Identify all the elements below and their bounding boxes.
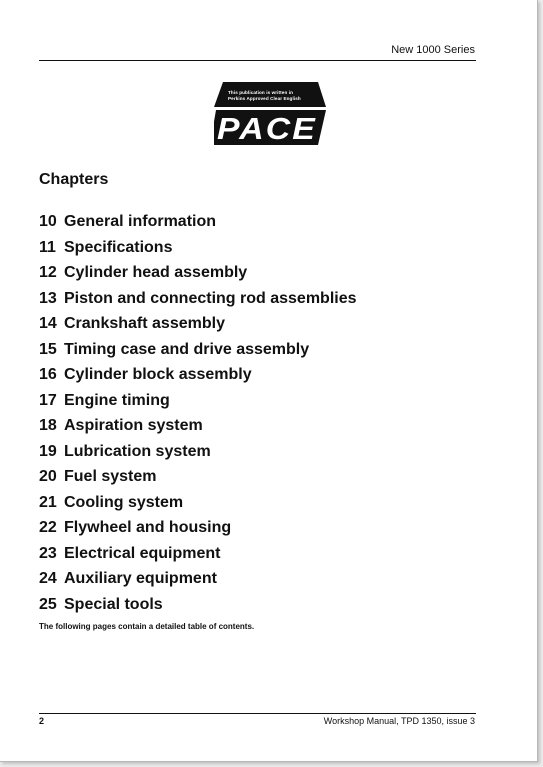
chapter-list bbox=[39, 212, 357, 620]
chapter-title: Special tools bbox=[64, 595, 163, 613]
chapter-number: 23 bbox=[39, 544, 57, 562]
chapter-item bbox=[39, 238, 357, 264]
chapter-title: Specifications bbox=[64, 238, 173, 256]
chapter-number: 13 bbox=[39, 289, 57, 307]
logo-caption-line2: Perkins Approved Clear English bbox=[228, 96, 301, 101]
chapter-number: 18 bbox=[39, 417, 57, 434]
chapter-number: 19 bbox=[39, 442, 57, 460]
chapter-number: 20 bbox=[39, 468, 57, 485]
chapter-number: 16 bbox=[39, 366, 57, 383]
chapter-title: General information bbox=[64, 213, 217, 230]
chapter-item bbox=[39, 289, 357, 315]
footer-rule bbox=[39, 713, 476, 714]
chapter-number: 21 bbox=[39, 493, 57, 511]
chapter-item bbox=[39, 493, 357, 519]
chapter-item bbox=[39, 569, 357, 595]
header-series: New 1000 Series bbox=[391, 44, 475, 56]
chapter-title: Flywheel and housing bbox=[64, 519, 232, 536]
logo-caption-line1: This publication is written in bbox=[228, 90, 294, 95]
chapter-item bbox=[39, 314, 357, 340]
chapter-title: Electrical equipment bbox=[64, 544, 221, 562]
chapter-title: Timing case and drive assembly bbox=[64, 340, 310, 358]
chapter-item bbox=[39, 544, 357, 570]
chapter-number: 11 bbox=[39, 238, 56, 256]
chapter-title: Engine timing bbox=[64, 391, 170, 409]
chapter-item bbox=[39, 595, 357, 621]
chapter-number: 15 bbox=[39, 340, 57, 358]
chapter-number: 22 bbox=[39, 519, 57, 536]
chapter-number: 24 bbox=[39, 570, 57, 587]
header-rule bbox=[39, 60, 476, 61]
chapter-number: 25 bbox=[39, 595, 57, 613]
chapter-title: Crankshaft assembly bbox=[64, 315, 225, 332]
footer-manual-reference: Workshop Manual, TPD 1350, issue 3 bbox=[323, 716, 475, 726]
footer-page-number: 2 bbox=[39, 716, 45, 726]
chapters-heading: Chapters bbox=[39, 171, 109, 188]
chapter-item bbox=[39, 518, 357, 544]
pace-logo bbox=[214, 82, 334, 145]
chapter-item bbox=[39, 212, 357, 238]
chapter-title: Fuel system bbox=[64, 468, 157, 485]
chapter-number: 17 bbox=[39, 391, 57, 409]
chapter-item bbox=[39, 467, 357, 493]
chapter-title: Auxiliary equipment bbox=[64, 570, 217, 587]
chapter-item bbox=[39, 442, 357, 468]
chapter-title: Aspiration system bbox=[64, 417, 203, 434]
chapter-title: Cooling system bbox=[64, 493, 184, 511]
chapter-item bbox=[39, 391, 357, 417]
chapter-number: 12 bbox=[39, 264, 57, 281]
toc-note: The following pages contain a detailed table of contents. bbox=[39, 622, 255, 631]
chapter-title: Cylinder block assembly bbox=[64, 366, 252, 383]
chapter-number: 10 bbox=[39, 213, 57, 230]
pace-wordmark: PACE bbox=[217, 111, 317, 145]
chapter-title: Piston and connecting rod assemblies bbox=[64, 289, 357, 307]
chapter-item bbox=[39, 365, 357, 391]
chapter-item bbox=[39, 340, 357, 366]
chapter-title: Lubrication system bbox=[64, 442, 211, 460]
chapter-item bbox=[39, 416, 357, 442]
chapter-title: Cylinder head assembly bbox=[64, 264, 248, 281]
chapter-item bbox=[39, 263, 357, 289]
chapter-number: 14 bbox=[39, 315, 57, 332]
